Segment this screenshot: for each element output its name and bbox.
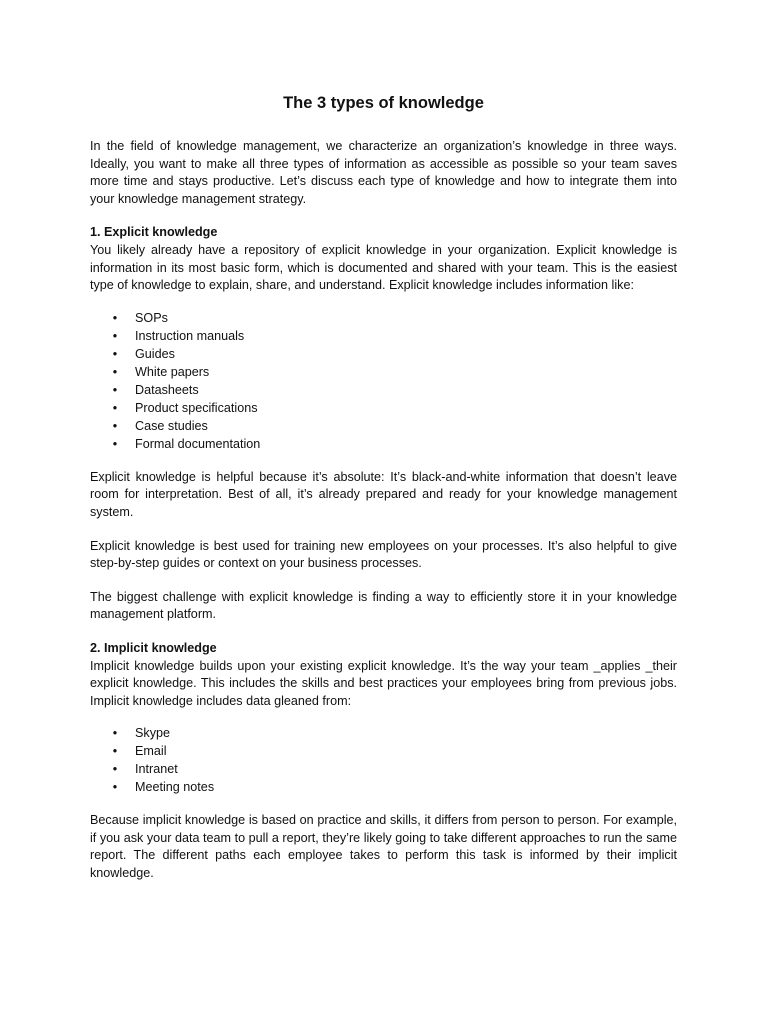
list-item [90,778,677,796]
bullet-icon: • [112,418,118,433]
list-item [90,363,677,381]
explicit-paragraph-4: The biggest challenge with explicit knowledge is finding a way to efficiently store it in your knowledge management platform. [90,589,677,622]
list-item-label: SOPs [135,310,168,325]
intro-paragraph: In the field of knowledge management, we characterize an organization’s knowledge in three ways. Ideally, you want to make all three types of information as accessible as possible so your team saves more time and stays productive. Let’s discuss each type of knowledge and how to integrate them into your knowledge management strategy. [90,139,677,206]
bullet-icon: • [112,346,118,361]
list-item [90,417,677,435]
explicit-paragraph-1: You likely already have a repository of explicit knowledge in your organization. Explicit knowledge is information in its most basic form, which is documented and shared with your team. This is the easiest type of knowledge to explain, share, and understand. Explicit knowledge includes information like: [90,242,677,293]
section-heading-explicit: 1. Explicit knowledge [90,225,218,240]
list-item-label: Skype [135,726,171,741]
explicit-list [90,309,677,453]
list-item-label: Datasheets [135,382,199,397]
bullet-icon: • [112,780,118,795]
bullet-icon: • [112,310,118,325]
bullet-icon: • [112,762,118,777]
list-item [90,309,677,327]
list-item [90,435,677,453]
page-title: The 3 types of knowledge [283,94,484,112]
bullet-icon: • [112,436,118,451]
implicit-paragraph-1: Implicit knowledge builds upon your existing explicit knowledge. It’s the way your team _applies _their explicit knowledge. This includes the skills and best practices your employees bring from previous jobs. Implicit knowledge includes data gleaned from: [90,658,677,708]
list-item [90,742,677,760]
list-item-label: Case studies [135,418,208,433]
list-item-label: Email [135,744,167,759]
list-item-label: White papers [135,364,210,379]
list-item [90,399,677,417]
bullet-icon: • [112,400,118,415]
document-page [90,92,677,883]
implicit-paragraph-2: Because implicit knowledge is based on practice and skills, it differs from person to person. For example, if you ask your data team to pull a report, they’re likely going to take different approaches to run the same report. The different paths each employee takes to perform this task is informed by their implicit knowledge. [90,813,677,881]
list-item [90,381,677,399]
list-item [90,724,677,742]
list-item-label: Formal documentation [135,436,261,451]
list-item-label: Instruction manuals [135,328,245,343]
list-item-label: Intranet [135,762,178,777]
list-item-label: Meeting notes [135,780,215,795]
bullet-icon: • [112,364,118,379]
list-item-label: Guides [135,346,175,361]
list-item [90,760,677,778]
implicit-list [90,724,677,796]
section-heading-implicit: 2. Implicit knowledge [90,640,217,655]
bullet-icon: • [112,382,118,397]
list-item [90,327,677,345]
explicit-paragraph-3: Explicit knowledge is best used for training new employees on your processes. It’s also helpful to give step-by-step guides or context on your business processes. [90,538,677,571]
bullet-icon: • [112,744,118,759]
bullet-icon: • [112,328,118,343]
list-item-label: Product specifications [135,400,258,415]
bullet-icon: • [112,726,118,741]
explicit-paragraph-2: Explicit knowledge is helpful because it’s absolute: It’s black-and-white information that doesn’t leave room for interpretation. Best of all, it’s already prepared and ready for your knowledge management system. [90,469,677,519]
list-item [90,345,677,363]
